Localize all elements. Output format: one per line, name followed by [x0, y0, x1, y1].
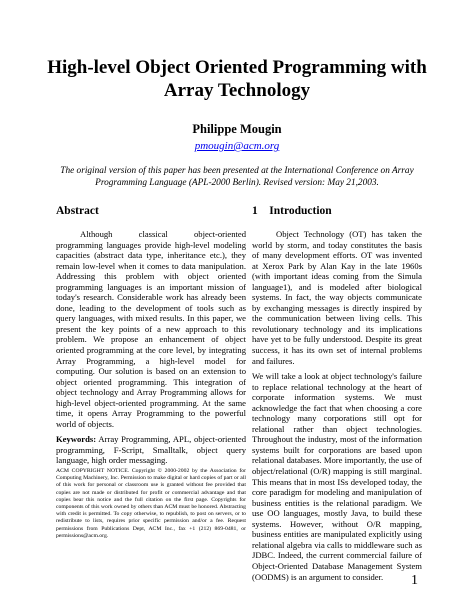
intro-paragraph-1: Object Technology (OT) has taken the world by storm, and today constitutes the basis of many development efforts. OT was invented at Xerox Park by Alan Kay in the late 1960s (with important ideas coming from the Simula language1), and is modeled after biological systems. In fact, the way objects communicate by exchanging messages is directly inspired by the communication between living cells. This revolutionary technology and its implications have yet to be fully understood. Despite its great success, it has its own set of internal problems and failures. — [252, 229, 422, 366]
keywords-label: Keywords: — [56, 434, 97, 445]
section-number: 1 — [252, 205, 258, 217]
author-name: Philippe Mougin — [192, 122, 282, 136]
paper-title — [20, 56, 454, 102]
introduction-heading — [252, 205, 332, 217]
introduction-column — [252, 229, 422, 587]
title-line-1: High-level Object Oriented Programming with — [47, 57, 427, 78]
abstract-column — [56, 229, 246, 471]
abstract-body: Although classical object-oriented programming languages provide high-level modeling capacities (abstract data type, inheritance etc.), they remain low-level when it comes to data manipulation. Addressing this problem with object oriented programming languages is an important mission of today's research. Considerable work has already been done, leading to the development of tools such as query languages, with mixed results. In this paper, we present the key points of a new approach to this problem. We propose an enhancement of object oriented programming at the core level, by integrating Array Programming, a high-level model for computing. Our solution is based on an extension to object oriented programming. This integration of object technology and Array Programming allows for high-level object-oriented programming. At the same time, it opens Array Programming to the powerful world of objects. — [56, 229, 246, 429]
page-number: 1 — [411, 573, 418, 588]
title-line-2: Array Technology — [163, 80, 311, 101]
copyright-notice: ACM COPYRIGHT NOTICE. Copyright © 2000-2002 by the Association for Computing Machinery, Inc. Permission to make digital or hard copies of part or all of this work for personal or classroom use is granted without fee provided that copies are not made or distributed for profit or commercial advantage and that copies bear this notice and the full citation on the first page. Copyrights for components of this work owned by others than ACM must be honored. Abstracting with credit is permitted. To copy otherwise, to republish, to post on servers, or to redistribute to lists, requires prior specific permission and/or a fee. Request permissions from Publications Dept, ACM Inc., fax +1 (212) 869-0481, or permissions@acm.org. — [56, 468, 246, 539]
author-email-link[interactable]: pmougin@acm.org — [194, 140, 280, 152]
note-line-2: Programming Language (APL-2000 Berlin). Revised version: May 21,2003. — [95, 178, 379, 189]
keywords-paragraph — [56, 434, 246, 466]
abstract-heading: Abstract — [56, 205, 99, 217]
note-line-1: The original version of this paper has been presented at the International Conference on Array — [60, 166, 414, 176]
keywords-text: Array Programming, APL, object-oriented programming, F-Script, Smalltalk, object query language, high order messaging. — [56, 434, 246, 466]
publication-note — [55, 165, 419, 189]
section-title: Introduction — [269, 205, 332, 217]
intro-paragraph-2: We will take a look at object technology's failure to replace relational technology at the heart of corporate information systems. We must acknowledge the fact that when choosing a core technology many corporations still opt for relational rather than object technologies. Throughout the industry, most of the information systems built for corporations are based upon relational databases. More importantly, the use of object/relational (O/R) mapping is still marginal. This means that in most ISs developed today, the core paradigm for modeling and manipulation of business entities is the relational paradigm. We use OO languages, mostly Java, to build these systems. However, without O/R mapping, business entities are manipulated explicitly using relational algebra via calls to middleware such as JDBC. Indeed, the current commercial failure of Object-Oriented Database Management System (OODMS) is an argument to consider. — [252, 371, 422, 582]
